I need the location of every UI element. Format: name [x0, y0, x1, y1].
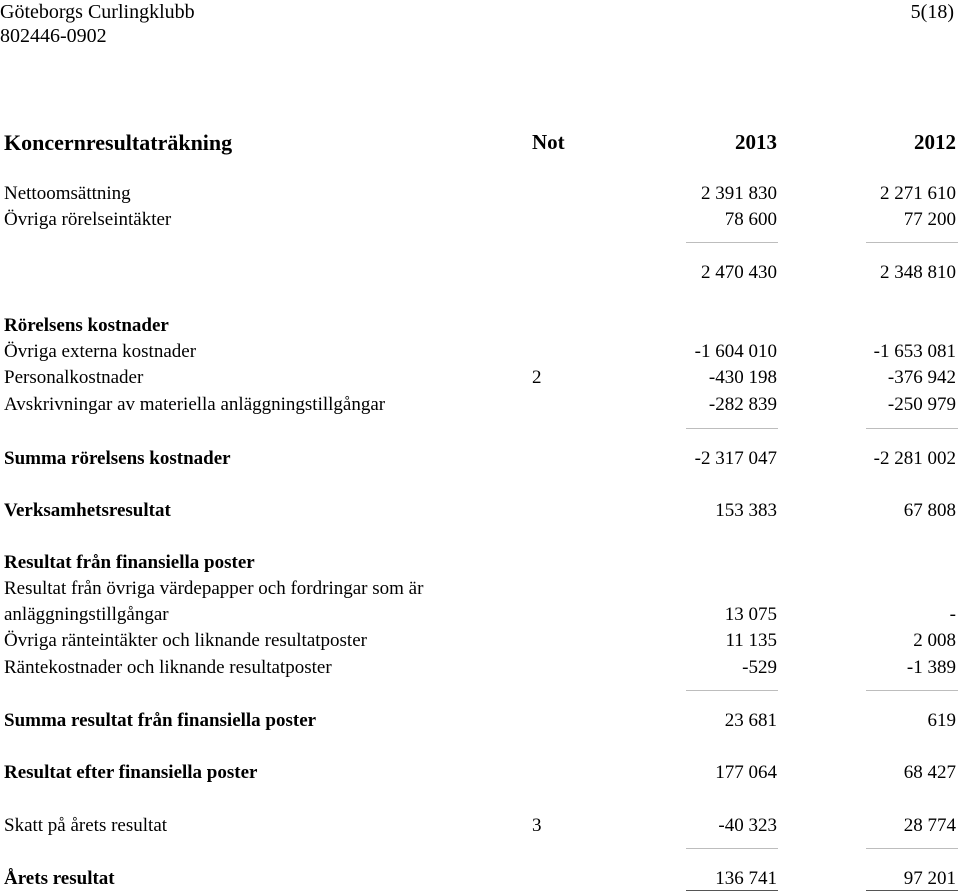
row-ovriga-externa [0, 339, 960, 365]
value-2013: 13 075 [724, 604, 777, 625]
row-label: Övriga ränteintäkter och liknande resultatposter [4, 630, 367, 651]
value-2012: -2 281 002 [873, 448, 956, 469]
column-header-2012: 2012 [914, 130, 956, 154]
value-2012: 2 271 610 [880, 183, 956, 204]
value-2012: 97 201 [903, 868, 956, 889]
row-ovriga-vardepapper [0, 576, 960, 602]
subtotal-rule [686, 848, 778, 849]
value-2013: 2 470 430 [701, 262, 777, 283]
row-ovriga-vardepapper-cont [0, 602, 960, 628]
row-rantekostnader [0, 655, 960, 681]
value-2013: 153 383 [715, 500, 777, 521]
value-2012: 28 774 [903, 815, 956, 836]
value-2012: -250 979 [887, 394, 956, 415]
value-2013: 136 741 [715, 868, 777, 889]
note-reference: 3 [532, 815, 542, 836]
row-avskrivningar [0, 392, 960, 418]
row-label: Skatt på årets resultat [4, 815, 168, 836]
value-2012: 77 200 [903, 209, 956, 230]
value-2013: -529 [742, 657, 777, 678]
value-2013: -1 604 010 [694, 341, 777, 362]
subtotal-rule [866, 848, 958, 849]
row-label: Resultat efter finansiella poster [4, 762, 258, 783]
subtotal-rule [686, 428, 778, 429]
value-2012: -376 942 [887, 367, 956, 388]
column-header-note: Not [532, 130, 565, 154]
row-label: Avskrivningar av materiella anläggningstillgångar [4, 394, 386, 415]
column-header-2013: 2013 [735, 130, 777, 154]
row-label: Övriga rörelseintäkter [4, 209, 172, 230]
value-2012: 2 008 [913, 630, 956, 651]
row-resultat-efter-finansiella [0, 760, 960, 786]
section-heading: Rörelsens kostnader [4, 315, 169, 336]
subtotal-rule [866, 690, 958, 691]
value-2013: 11 135 [725, 630, 777, 651]
row-ovriga-rorelseintakter [0, 207, 960, 233]
subtotal-rule [866, 428, 958, 429]
value-2013: 177 064 [715, 762, 777, 783]
row-label: Årets resultat [4, 868, 115, 889]
org-number: 802446-0902 [0, 25, 107, 47]
row-summa-rorelsens-kostnader [0, 446, 960, 472]
value-2012: 619 [927, 710, 956, 731]
row-label: anläggningstillgångar [4, 604, 169, 625]
row-intakter-summa [0, 260, 960, 286]
value-2013: -430 198 [708, 367, 777, 388]
statement-title: Koncernresultaträkning [4, 130, 233, 155]
value-2013: -2 317 047 [694, 448, 777, 469]
value-2012: 68 427 [903, 762, 956, 783]
row-arets-resultat [0, 866, 960, 892]
row-personalkostnader [0, 365, 960, 391]
value-2012: - [949, 604, 956, 625]
subtotal-rule [866, 242, 958, 243]
row-skatt [0, 813, 960, 839]
row-label: Resultat från övriga värdepapper och fordringar som är [4, 578, 424, 599]
row-verksamhetsresultat [0, 498, 960, 524]
row-ranteintakter [0, 628, 960, 654]
row-label: Summa rörelsens kostnader [4, 448, 231, 469]
row-label: Övriga externa kostnader [4, 341, 197, 362]
row-summa-finansiella [0, 708, 960, 734]
row-label: Räntekostnader och liknande resultatposter [4, 657, 332, 678]
note-reference: 2 [532, 367, 542, 388]
row-label: Nettoomsättning [4, 183, 131, 204]
row-label: Verksamhetsresultat [4, 500, 171, 521]
value-2013: 78 600 [724, 209, 777, 230]
value-2013: -40 323 [718, 815, 777, 836]
value-2012: 2 348 810 [880, 262, 956, 283]
value-2012: -1 653 081 [873, 341, 956, 362]
value-2013: 2 391 830 [701, 183, 777, 204]
value-2013: 23 681 [724, 710, 777, 731]
section-heading-rorelsens-kostnader [0, 313, 960, 339]
org-name: Göteborgs Curlingklubb [0, 1, 195, 23]
value-2013: -282 839 [708, 394, 777, 415]
row-label: Personalkostnader [4, 367, 144, 388]
section-heading-finansiella [0, 550, 960, 576]
section-heading: Resultat från finansiella poster [4, 552, 255, 573]
total-underline [866, 890, 958, 891]
page-number: 5(18) [910, 1, 954, 23]
subtotal-rule [686, 690, 778, 691]
subtotal-rule [686, 242, 778, 243]
document-header [0, 0, 195, 48]
total-underline [686, 890, 778, 891]
value-2012: -1 389 [906, 657, 956, 678]
value-2012: 67 808 [903, 500, 956, 521]
row-nettoomsattning [0, 181, 960, 207]
row-label: Summa resultat från finansiella poster [4, 710, 317, 731]
